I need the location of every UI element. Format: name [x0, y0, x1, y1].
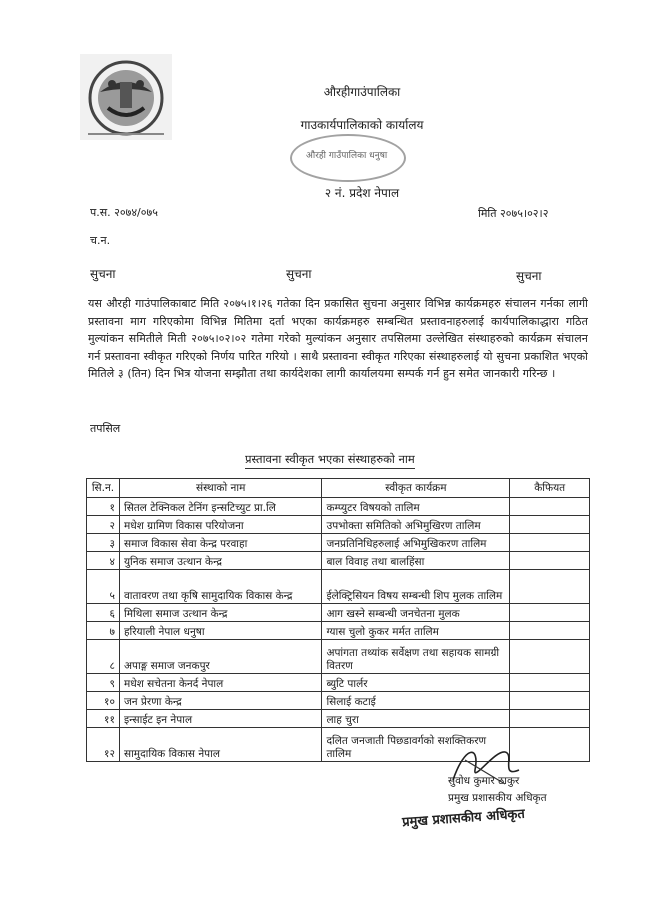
notice-heading-left: सुचना	[90, 267, 116, 281]
dispatch-number: च.न.	[90, 234, 111, 247]
row-org: मिथिला समाज उत्थान केन्द्र	[119, 604, 321, 622]
row-sn: ४	[87, 552, 120, 570]
row-sn: ११	[87, 710, 120, 728]
row-remark	[510, 570, 590, 604]
row-org: युनिक समाज उत्थान केन्द्र	[119, 552, 321, 570]
row-program: अपांगता तथ्यांक सर्वेक्षण तथा सहायक सामग्री वितरण	[322, 640, 510, 674]
row-remark	[510, 534, 590, 552]
table-row	[87, 534, 590, 552]
notice-heading-center: सुचना	[286, 267, 312, 281]
row-remark	[510, 622, 590, 640]
table-row	[87, 674, 590, 692]
row-program: ब्युटि पार्लर	[322, 674, 510, 692]
row-org: सामुदायिक विकास नेपाल	[119, 728, 321, 762]
row-org: हरियाली नेपाल धनुषा	[119, 622, 321, 640]
header-sn: सि.न.	[87, 479, 120, 498]
letter-date: मिति २०७५।०२।२	[478, 207, 549, 220]
table-row	[87, 692, 590, 710]
table-row	[87, 498, 590, 516]
row-sn: ८	[87, 640, 120, 674]
row-remark	[510, 710, 590, 728]
header-program: स्वीकृत कार्यक्रम	[322, 479, 510, 498]
header-org: संस्थाको नाम	[119, 479, 321, 498]
header-remark: कैफियत	[510, 479, 590, 498]
tapasil-label: तपसिल	[90, 422, 121, 435]
row-remark	[510, 498, 590, 516]
signatory-name: सुवोध कुमार ठाकुर	[448, 775, 520, 787]
row-remark	[510, 692, 590, 710]
table-row	[87, 604, 590, 622]
row-org: जन प्रेरणा केन्द्र	[119, 692, 321, 710]
table-row	[87, 710, 590, 728]
row-sn: ३	[87, 534, 120, 552]
office-name: औरहीगाउंपालिका	[323, 85, 401, 99]
signatory-title: प्रमुख प्रशासकीय अधिकृत	[448, 792, 547, 804]
row-org: इन्साईट इन नेपाल	[119, 710, 321, 728]
row-org: अपाङ्ग समाज जनकपुर	[119, 640, 321, 674]
row-program: जनप्रतिनिधिहरुलाई अभिमुखिकरण तालिम	[322, 534, 510, 552]
table-title: प्रस्तावना स्वीकृत भएका संस्थाहरुको नाम	[245, 452, 415, 469]
row-sn: ७	[87, 622, 120, 640]
signatory-seal: प्रमुख प्रशासकीय अधिकृत	[401, 806, 526, 831]
row-program: कम्प्युटर विषयको तालिम	[322, 498, 510, 516]
table-row	[87, 570, 590, 604]
table-row	[87, 516, 590, 534]
row-program: लाह चुरा	[322, 710, 510, 728]
row-program: आग खस्ने सम्बन्धी जनचेतना मुलक	[322, 604, 510, 622]
office-address: २ नं. प्रदेश नेपाल	[324, 186, 400, 200]
office-sub-title: गाउकार्यपालिकाको कार्यालय	[300, 118, 424, 132]
row-sn: १२	[87, 728, 120, 762]
row-org: वातावरण तथा कृषि सामुदायिक विकास केन्द्र	[119, 570, 321, 604]
approved-organizations-table	[86, 478, 590, 762]
row-remark	[510, 640, 590, 674]
row-remark	[510, 552, 590, 570]
row-org: समाज विकास सेवा केन्द्र परवाहा	[119, 534, 321, 552]
row-sn: ६	[87, 604, 120, 622]
municipality-emblem-logo	[78, 52, 174, 142]
row-remark	[510, 604, 590, 622]
row-program: ईलेक्ट्रिसियन विषय सम्बन्धी शिप मुलक तालिम	[322, 570, 510, 604]
row-program: ग्यास चुलो कुकर मर्मत तालिम	[322, 622, 510, 640]
table-row	[87, 552, 590, 570]
row-program: उपभोक्ता समितिको अभिमुखिरण तालिम	[322, 516, 510, 534]
stamp-text: औरही गाउँपालिका धनुषा	[306, 151, 388, 161]
notice-body: यस औरही गाउंपालिकाबाट मिति २०७५।१।२६ गतेका दिन प्रकासित सुचना अनुसार विभिन्न कार्यक्रमहरु संचालन गर्नका लागी प्रस्तावना माग गरिएकोमा विभिन्न मितिमा दर्ता भएका कार्यक्रमहरु सम्बन्धित प्रस्तावनाहरुलाई कार्यपालिकाद्धारा गठित मुल्यांकन समितीले मिती २०७५।०२।०२ गतेमा गरेको मुल्यांकन अनुसार तपसिलमा उल्लेखित संस्थाहरुको कार्यक्रम संचालन गर्न प्रस्तावना स्वीकृत गरिएको निर्णय पारित गरियो । साथै प्रस्तावना स्वीकृत गरिएका संस्थाहरुलाई यो सुचना प्रकाशित भएको मितिले ३ (तिन) दिन भित्र योजना सम्झौता तथा कार्यदेशका लागी कार्यालयमा सम्पर्क गर्न हुन समेत जानकारी गरिन्छ ।	[88, 297, 588, 381]
row-program: दलित जनजाती पिछडावर्गको सशक्तिकरण तालिम	[322, 728, 510, 762]
row-org: मधेश ग्रामिण विकास परियोजना	[119, 516, 321, 534]
table-header-row	[87, 479, 590, 498]
row-org: मधेश सचेतना केनर्द नेपाल	[119, 674, 321, 692]
row-sn: ९	[87, 674, 120, 692]
row-sn: २	[87, 516, 120, 534]
row-remark	[510, 516, 590, 534]
notice-heading-right: सुचना	[516, 269, 542, 283]
row-org: सितल टेक्निकल टेनिंग इन्सटिच्युट प्रा.लि	[119, 498, 321, 516]
reference-number: प.स. २०७४/०७५	[90, 206, 158, 219]
row-program: बाल विवाह तथा बालहिंसा	[322, 552, 510, 570]
row-program: सिलाई कटाई	[322, 692, 510, 710]
row-sn: ५	[87, 570, 120, 604]
row-sn: १	[87, 498, 120, 516]
table-row	[87, 640, 590, 674]
row-remark	[510, 674, 590, 692]
table-row	[87, 622, 590, 640]
row-sn: १०	[87, 692, 120, 710]
